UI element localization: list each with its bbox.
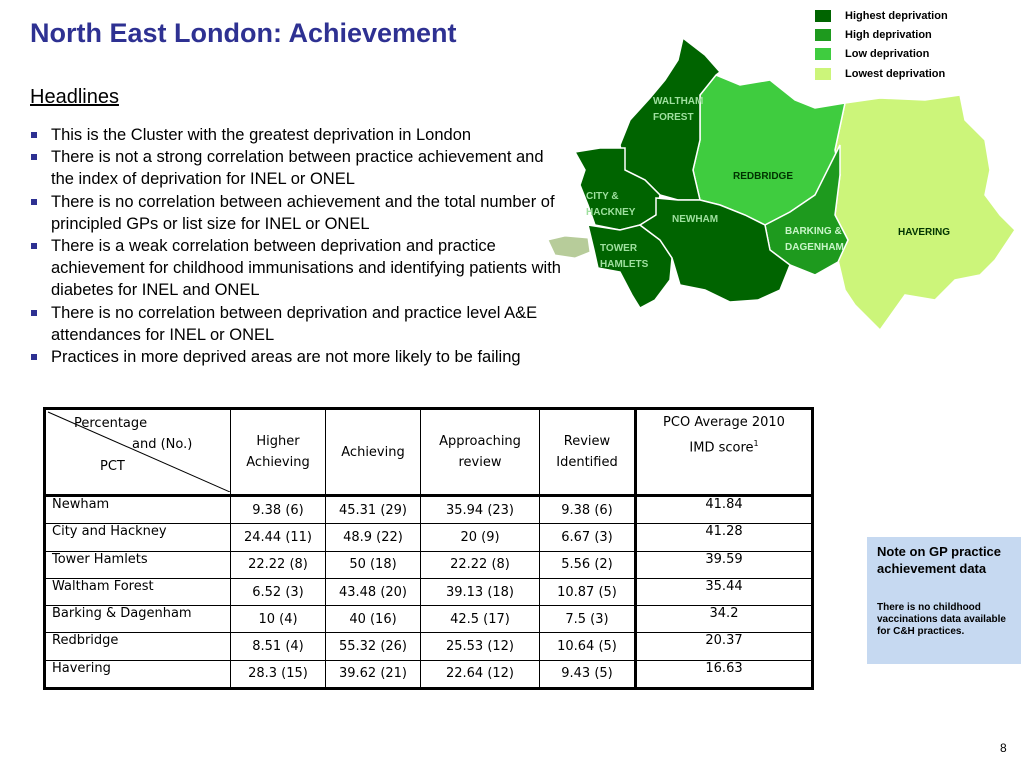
header-review-identified: Review Identified bbox=[540, 409, 636, 496]
legend-item-lowest: Lowest deprivation bbox=[815, 64, 948, 83]
map-label-redbridge: REDBRIDGE bbox=[733, 171, 794, 182]
cell-achieving: 43.48 (20) bbox=[326, 578, 421, 605]
map-label-city-hackney-line2: HACKNEY bbox=[586, 207, 636, 218]
page-title: North East London: Achievement bbox=[30, 18, 457, 48]
cell-approaching: 42.5 (17) bbox=[421, 606, 540, 633]
bullet-item: There is no correlation between achievement and the total number of principled GPs or list size for INEL or ONEL bbox=[30, 191, 570, 235]
city-of-london-area bbox=[548, 236, 590, 258]
header-and-no: and (No.) bbox=[132, 437, 193, 452]
pct-header-cell bbox=[45, 409, 231, 496]
cell-achieving: 50 (18) bbox=[326, 551, 421, 578]
map-label-havering: HAVERING bbox=[898, 227, 951, 238]
note-title: Note on GP practice achievement data bbox=[877, 544, 1002, 576]
cell-review: 10.87 (5) bbox=[540, 578, 636, 605]
table-row bbox=[45, 496, 813, 524]
bullet-item: There is no correlation between deprivation and practice level A&E attendances for INEL or ONEL bbox=[30, 302, 570, 346]
legend-item-high: High deprivation bbox=[815, 25, 948, 44]
cell-imd: 16.63 bbox=[636, 660, 813, 688]
bullet-item: There is not a strong correlation between practice achievement and the index of deprivation for INEL or ONEL bbox=[30, 146, 570, 190]
achievement-table bbox=[43, 407, 814, 690]
cell-pct: Newham bbox=[45, 496, 231, 524]
cell-approaching: 20 (9) bbox=[421, 524, 540, 551]
cell-review: 10.64 (5) bbox=[540, 633, 636, 660]
cell-higher: 24.44 (11) bbox=[231, 524, 326, 551]
cell-imd: 20.37 bbox=[636, 633, 813, 660]
legend-swatch bbox=[815, 10, 831, 22]
map-label-city-hackney-line1: CITY & bbox=[586, 191, 619, 202]
cell-higher: 9.38 (6) bbox=[231, 496, 326, 524]
table-row bbox=[45, 633, 813, 660]
table-row bbox=[45, 606, 813, 633]
bullet-square-icon bbox=[31, 154, 37, 160]
cell-pct: Tower Hamlets bbox=[45, 551, 231, 578]
cell-review: 6.67 (3) bbox=[540, 524, 636, 551]
cell-achieving: 40 (16) bbox=[326, 606, 421, 633]
map-label-tower-hamlets-line1: TOWER bbox=[600, 243, 638, 254]
map-label-waltham-forest-line2: FOREST bbox=[653, 112, 694, 123]
cell-imd: 41.84 bbox=[636, 496, 813, 524]
cell-achieving: 45.31 (29) bbox=[326, 496, 421, 524]
cell-review: 9.38 (6) bbox=[540, 496, 636, 524]
map-label-waltham-forest-line1: WALTHAM bbox=[653, 96, 704, 107]
table-row bbox=[45, 524, 813, 551]
legend-item-low: Low deprivation bbox=[815, 45, 948, 64]
cell-pct: Redbridge bbox=[45, 633, 231, 660]
cell-imd: 39.59 bbox=[636, 551, 813, 578]
cell-approaching: 39.13 (18) bbox=[421, 578, 540, 605]
table-row bbox=[45, 660, 813, 688]
bullet-item: Practices in more deprived areas are not more likely to be failing bbox=[30, 346, 570, 368]
bullet-square-icon bbox=[31, 132, 37, 138]
cell-higher: 8.51 (4) bbox=[231, 633, 326, 660]
cell-pct: City and Hackney bbox=[45, 524, 231, 551]
legend-item-highest: Highest deprivation bbox=[815, 6, 948, 25]
cell-higher: 10 (4) bbox=[231, 606, 326, 633]
cell-review: 7.5 (3) bbox=[540, 606, 636, 633]
cell-review: 9.43 (5) bbox=[540, 660, 636, 688]
cell-higher: 6.52 (3) bbox=[231, 578, 326, 605]
header-pco-imd: PCO Average 2010 IMD score$^1$ bbox=[636, 409, 813, 496]
cell-imd: 41.28 bbox=[636, 524, 813, 551]
borough-havering bbox=[835, 95, 1015, 330]
bullet-square-icon bbox=[31, 354, 37, 360]
cell-pct: Barking & Dagenham bbox=[45, 606, 231, 633]
bullet-square-icon bbox=[31, 199, 37, 205]
header-achieving: Achieving bbox=[326, 409, 421, 496]
headlines-heading: Headlines bbox=[30, 86, 119, 108]
map-label-tower-hamlets-line2: HAMLETS bbox=[600, 259, 649, 270]
cell-achieving: 48.9 (22) bbox=[326, 524, 421, 551]
bullet-square-icon bbox=[31, 310, 37, 316]
map-label-newham: NEWHAM bbox=[672, 214, 719, 225]
header-approaching-review: Approaching review bbox=[421, 409, 540, 496]
header-higher-achieving: Higher Achieving bbox=[231, 409, 326, 496]
cell-achieving: 55.32 (26) bbox=[326, 633, 421, 660]
cell-approaching: 22.22 (8) bbox=[421, 551, 540, 578]
bullet-square-icon bbox=[31, 243, 37, 249]
cell-pct: Waltham Forest bbox=[45, 578, 231, 605]
bullet-item: There is a weak correlation between deprivation and practice achievement for childhood immunisations and identifying patients with diabetes for INEL and ONEL bbox=[30, 235, 570, 302]
cell-imd: 34.2 bbox=[636, 606, 813, 633]
map-label-barking-line1: BARKING & bbox=[785, 226, 842, 237]
bullet-item: This is the Cluster with the greatest deprivation in London bbox=[30, 124, 570, 146]
headline-bullets bbox=[30, 124, 570, 368]
cell-higher: 22.22 (8) bbox=[231, 551, 326, 578]
table-row bbox=[45, 578, 813, 605]
map-label-barking-line2: DAGENHAM bbox=[785, 242, 844, 253]
cell-review: 5.56 (2) bbox=[540, 551, 636, 578]
table-row bbox=[45, 551, 813, 578]
table-header-row bbox=[45, 409, 813, 496]
cell-achieving: 39.62 (21) bbox=[326, 660, 421, 688]
header-percentage: Percentage bbox=[74, 416, 148, 431]
note-body: There is no childhood vaccinations data available for C&H practices. bbox=[877, 602, 1006, 637]
cell-approaching: 22.64 (12) bbox=[421, 660, 540, 688]
cell-higher: 28.3 (15) bbox=[231, 660, 326, 688]
cell-imd: 35.44 bbox=[636, 578, 813, 605]
north-east-london-map bbox=[540, 30, 1015, 330]
note-box bbox=[867, 537, 1021, 664]
cell-approaching: 25.53 (12) bbox=[421, 633, 540, 660]
cell-approaching: 35.94 (23) bbox=[421, 496, 540, 524]
cell-pct: Havering bbox=[45, 660, 231, 688]
header-pct: PCT bbox=[100, 459, 125, 474]
page-number: 8 bbox=[1000, 741, 1007, 755]
